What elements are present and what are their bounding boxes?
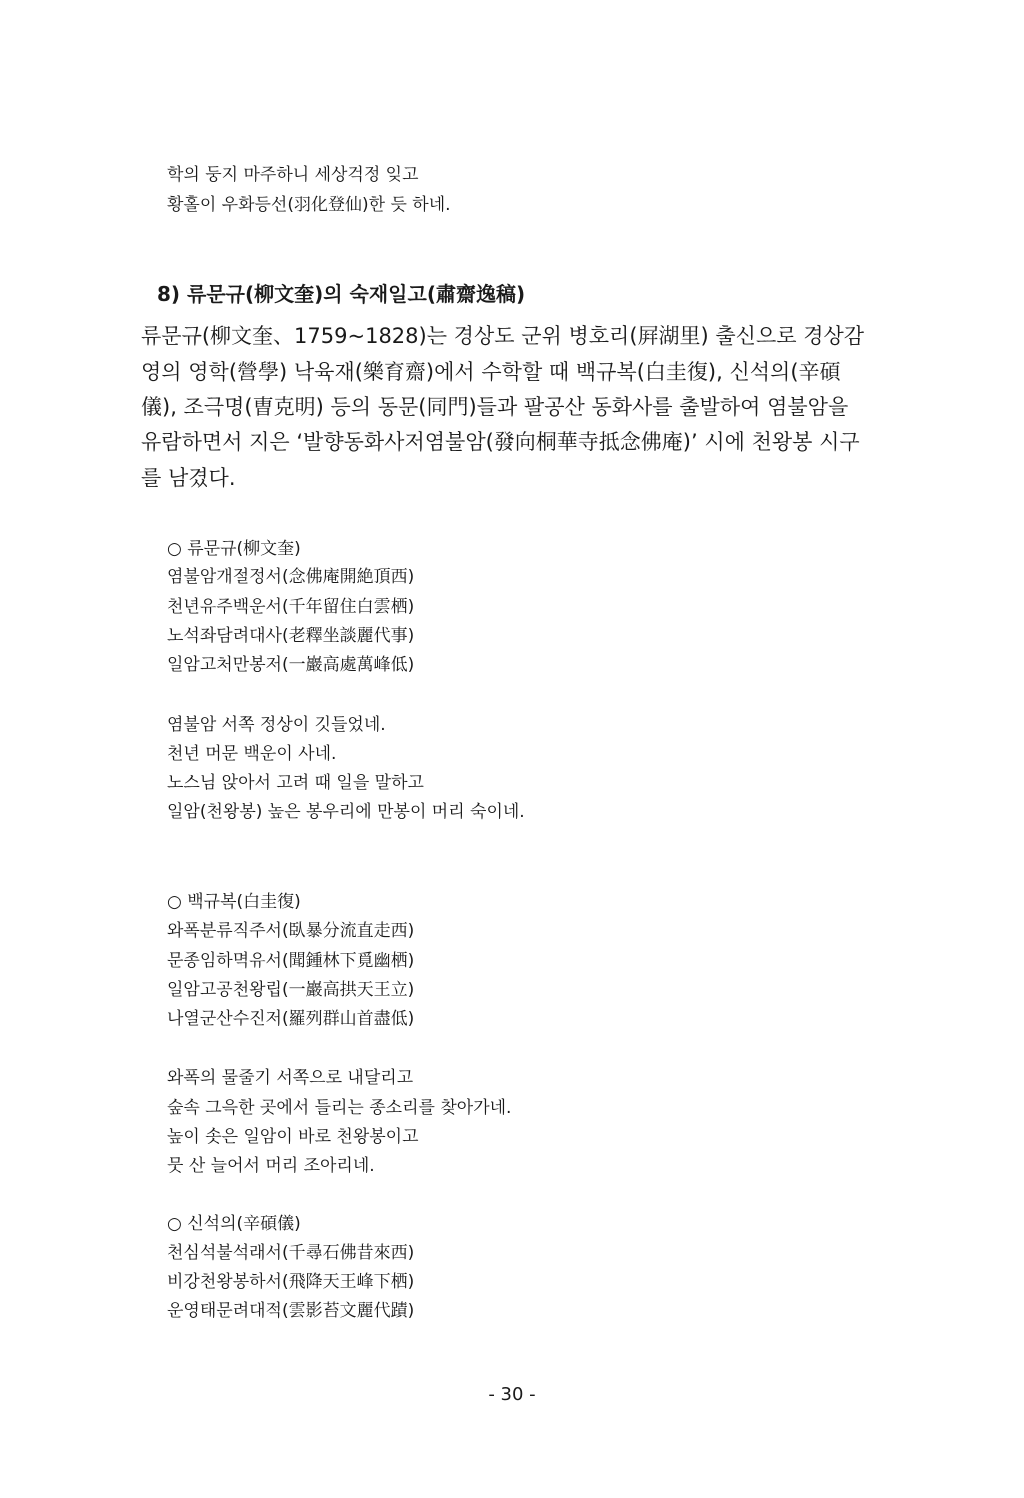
poem-author: ○ 류문규(柳文奎) [167, 539, 301, 559]
paragraph-line: 를 남겼다. [141, 466, 236, 490]
poem-hanmun-line: 비강천왕봉하서(飛降天王峰下栖) [167, 1272, 415, 1292]
poem-translation-line: 뭇 산 늘어서 머리 조아리네. [167, 1156, 375, 1176]
page-number: - 30 - [488, 1384, 536, 1405]
section-heading: 8) 류문규(柳文奎)의 숙재일고(肅齋逸稿) [157, 282, 526, 306]
poem-hanmun-line: 일암고공천왕립(一巖高拱天王立) [167, 980, 415, 1000]
poem-translation-line: 천년 머문 백운이 사네. [167, 744, 337, 764]
top-poem-line: 황홀이 우화등선(羽化登仙)한 듯 하네. [167, 195, 451, 215]
poem-translation-line: 와폭의 물줄기 서쪽으로 내달리고 [167, 1068, 414, 1088]
poem-hanmun-line: 와폭분류직주서(臥暴分流直走西) [167, 921, 415, 941]
paragraph-line: 영의 영학(營學) 낙육재(樂育齋)에서 수학할 때 백규복(白圭復), 신석의(辛碩 [141, 360, 841, 384]
top-poem-line: 학의 둥지 마주하니 세상걱정 잊고 [167, 165, 419, 185]
poem-author: ○ 백규복(白圭復) [167, 892, 301, 912]
paragraph-line: 儀), 조극명(曺克明) 등의 동문(同門)들과 팔공산 동화사를 출발하여 염불암을 [141, 395, 849, 419]
paragraph-line: 유람하면서 지은 ‘발향동화사저염불암(發向桐華寺抵念佛庵)’ 시에 천왕봉 시구 [141, 430, 860, 454]
poem-hanmun-line: 천년유주백운서(千年留住白雲栖) [167, 597, 415, 617]
poem-hanmun-line: 문종임하멱유서(聞鍾林下覓幽栖) [167, 951, 415, 971]
poem-hanmun-line: 천심석불석래서(千尋石佛昔來西) [167, 1243, 415, 1263]
poem-translation-line: 일암(천왕봉) 높은 봉우리에 만봉이 머리 숙이네. [167, 802, 525, 822]
poem-author: ○ 신석의(辛碩儀) [167, 1214, 301, 1234]
poem-translation-line: 노스님 앉아서 고려 때 일을 말하고 [167, 773, 424, 793]
poem-hanmun-line: 일암고처만봉저(一巖高處萬峰低) [167, 655, 415, 675]
poem-hanmun-line: 염불암개절정서(念佛庵開絶頂西) [167, 567, 415, 587]
paragraph-line: 류문규(柳文奎、1759~1828)는 경상도 군위 병호리(屛湖里) 출신으로 경상감 [141, 324, 865, 348]
poem-hanmun-line: 나열군산수진저(羅列群山首盡低) [167, 1009, 415, 1029]
poem-hanmun-line: 운영태문려대적(雲影苔文麗代蹟) [167, 1301, 415, 1321]
poem-hanmun-line: 노석좌담려대사(老釋坐談麗代事) [167, 626, 415, 646]
poem-translation-line: 숲속 그윽한 곳에서 들리는 종소리를 찾아가네. [167, 1098, 512, 1118]
poem-translation-line: 염불암 서쪽 정상이 깃들었네. [167, 715, 386, 735]
poem-translation-line: 높이 솟은 일암이 바로 천왕봉이고 [167, 1127, 419, 1147]
